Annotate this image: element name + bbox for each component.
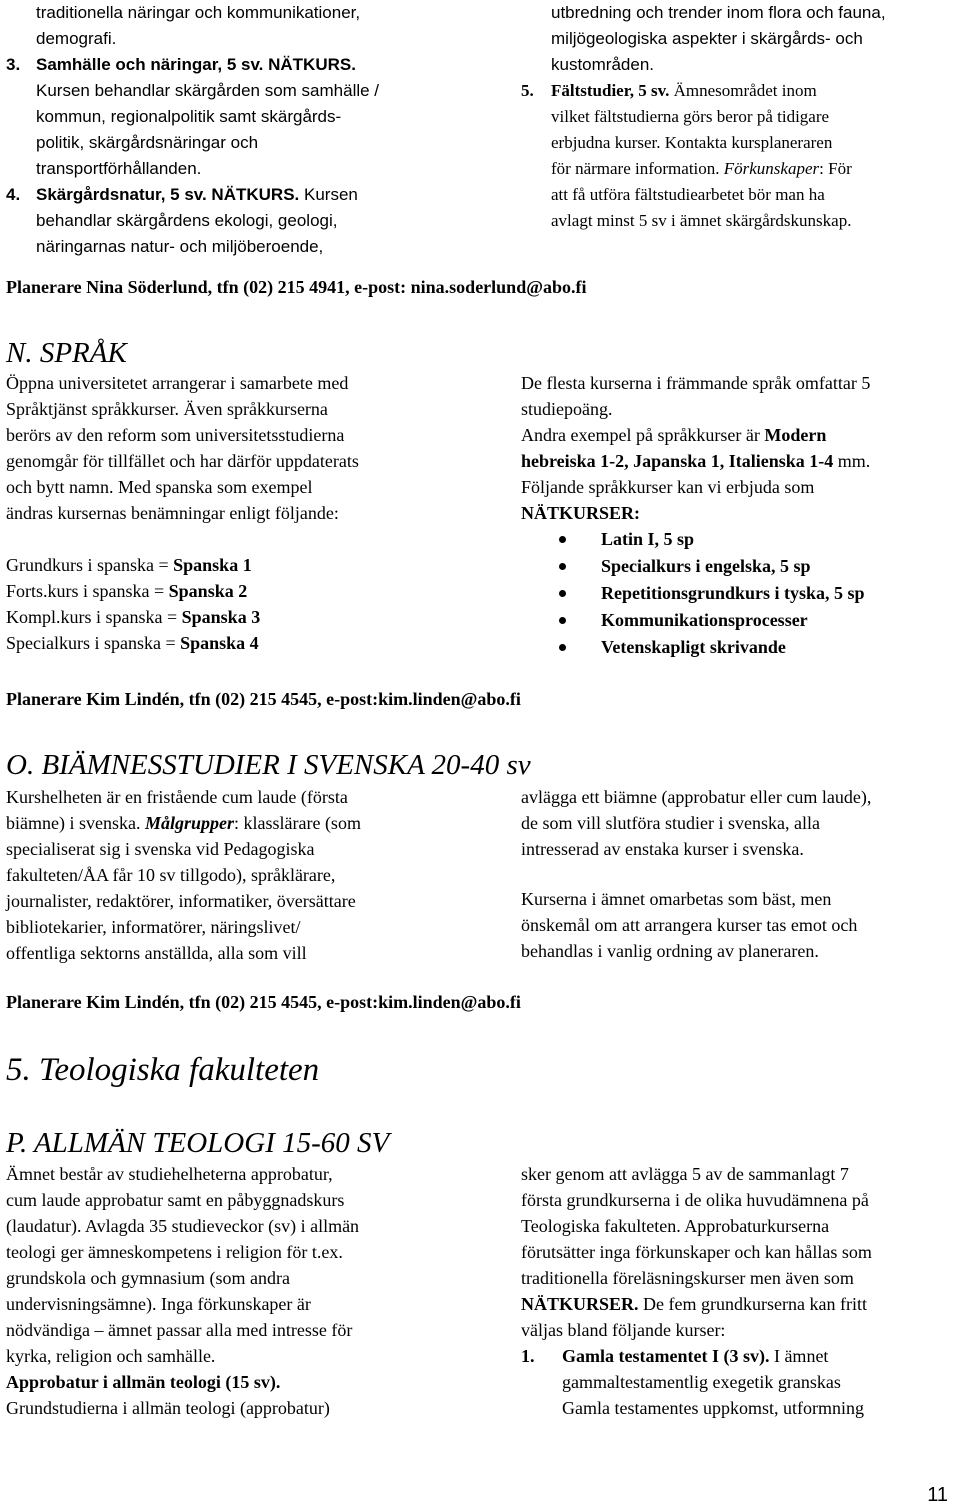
list-item-3: 3. Samhälle och näringar, 5 sv. NÄTKURS. Kursen behandlar skärgården som samhälle / kommun, regionalpolitik samt skärgårds- politik, skärgårdsnäringar och transportförhållanden. (6, 55, 380, 178)
planner-contact-1: Planerare Nina Söderlund, tfn (02) 215 4941, e-post: nina.soderlund@abo.fi (6, 277, 587, 297)
bullet-icon (559, 536, 566, 543)
section-heading-o: O. BIÄMNESSTUDIER I SVENSKA 20-40 sv (6, 749, 531, 781)
course-equivalence: Grundkurs i spanska = Spanska 1 (6, 555, 252, 575)
net-course-list (521, 526, 957, 661)
section-o-left: Kurshelheten är en fristående cum laude (första biämne) i svenska. Målgrupper: klasslärare (som specialiserat sig i svenska vid Pedagogiska fakulteten/ÅA får 10 sv tillgodo), språklärare, journalister, redaktörer, informatiker, översättare bibliotekarier, informatörer, näringslivet/ offentliga sektorns anställda, alla som vill (6, 787, 361, 963)
top-left-column (6, 0, 476, 260)
section-p-right: sker genom att avlägga 5 av de sammanlagt 7 första grundkurserna i de olika huvudämnena på Teologiska fakulteten. Approbaturkurserna förutsätter inga förkunskaper och kan hållas som traditionella föreläsningskurser men även som NÄTKURSER. De fem grundkurserna kan fritt väljas bland följande kurser: 1. Gamla testamentet I (3 sv). I ämnet gammaltestamentlig exegetik granskas Gamla testamentes uppkomst, utformning (521, 1161, 957, 1421)
list-item-5: 5. Fältstudier, 5 sv. Ämnesområdet inom vilket fältstudierna görs beror på tidigare erbjudna kurser. Kontakta kursplaneraren för närmare information. Förkunskaper: För att få utföra fältstudiearbetet bör man ha avlagt minst 5 sv i ämnet skärgårdskunskap. (521, 81, 852, 230)
list-item-continuation: utbredning och trender inom flora och fauna, miljögeologiska aspekter i skärgårds- och kustområden. (551, 3, 886, 74)
top-right-column (521, 0, 951, 234)
list-item: Latin I, 5 sp (521, 526, 957, 553)
section-heading-p: P. ALLMÄN TEOLOGI 15-60 SV (6, 1127, 390, 1159)
section-o-right: avlägga ett biämne (approbatur eller cum laude), de som vill slutföra studier i svenska, alla intresserad av enstaka kurser i svenska. Kurserna i ämnet omarbetas som bäst, men önskemål om att arrangera kurser tas emot och behandlas i vanlig ordning av planeraren. (521, 787, 872, 961)
planner-contact-3: Planerare Kim Lindén, tfn (02) 215 4545, e-post:kim.linden@abo.fi (6, 992, 521, 1012)
page-number: 11 (927, 1484, 948, 1506)
course-equivalence: Specialkurs i spanska = Spanska 4 (6, 633, 259, 653)
faculty-heading: 5. Teologiska fakulteten (6, 1052, 320, 1088)
list-item: Vetenskapligt skrivande (521, 634, 957, 661)
list-item-continuation: traditionella näringar och kommunikationer, demografi. (36, 3, 361, 48)
list-item: Specialkurs i engelska, 5 sp (521, 553, 957, 580)
section-n-right: De flesta kurserna i främmande språk omfattar 5 studiepoäng. Andra exempel på språkkurser är Modern hebreiska 1-2, Japanska 1, Italienska 1-4 mm. Följande språkkurser kan vi erbjuda som NÄTKURSER: Latin I, 5 sp Specialkurs i engelska, 5 sp Repetitionsgrundkurs i tyska, 5 sp Kommunikationsprocesser Vetenskapligt skrivande (521, 370, 957, 661)
list-item-1: 1. Gamla testamentet I (3 sv). I ämnet gammaltestamentlig exegetik granskas Gamla testamentes uppkomst, utformning (521, 1346, 864, 1418)
section-p-left: Ämnet består av studiehelheterna approbatur, cum laude approbatur samt en påbyggnadskurs (laudatur). Avlagda 35 studieveckor (sv) i allmän teologi ger ämneskompetens i religion för t.ex. grundskola och gymnasium (som andra undervisningsämne). Inga förkunskaper är nödvändiga – ämnet passar alla med intresse för kyrka, religion och samhälle. Approbatur i allmän teologi (15 sv). Grundstudierna i allmän teologi (approbatur) (6, 1164, 360, 1418)
section-heading-n: N. SPRÅK (6, 337, 127, 369)
list-item-4: 4. Skärgårdsnatur, 5 sv. NÄTKURS. Kursen behandlar skärgårdens ekologi, geologi, näringarnas natur- och miljöberoende, (6, 185, 358, 256)
list-item: Repetitionsgrundkurs i tyska, 5 sp (521, 580, 957, 607)
bullet-icon (559, 563, 566, 570)
planner-contact-2: Planerare Kim Lindén, tfn (02) 215 4545, e-post:kim.linden@abo.fi (6, 689, 521, 709)
bullet-icon (559, 617, 566, 624)
bullet-icon (559, 644, 566, 651)
bullet-icon (559, 590, 566, 597)
list-item: Kommunikationsprocesser (521, 607, 957, 634)
course-equivalence: Forts.kurs i spanska = Spanska 2 (6, 581, 248, 601)
section-n-left: Öppna universitetet arrangerar i samarbete med Språktjänst språkkurser. Även språkkurserna berörs av den reform som universitetsstudierna genomgår för tillfället och har därför uppdaterats och bytt namn. Med spanska som exempel ändras kursernas benämningar enligt följande: Grundkurs i spanska = Spanska 1 Forts.kurs i spanska = Spanska 2 Kompl.kurs i spanska = Spanska 3 Specialkurs i spanska = Spanska 4 (6, 370, 496, 656)
course-equivalence: Kompl.kurs i spanska = Spanska 3 (6, 607, 261, 627)
